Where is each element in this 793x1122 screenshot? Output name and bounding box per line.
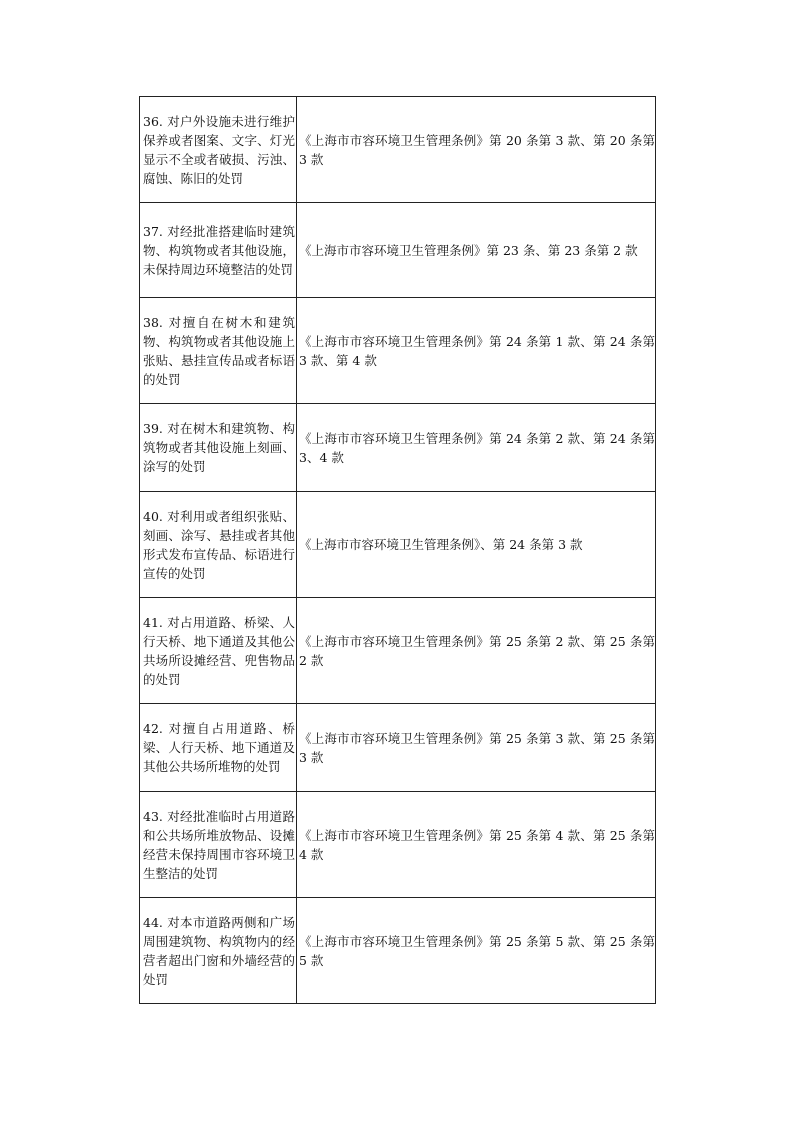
item-number: 42. xyxy=(143,721,163,736)
item-text: 对擅自在树木和建筑物、构筑物或者其他设施上张贴、悬挂宣传品或者标语的处罚 xyxy=(143,314,295,387)
table-row xyxy=(140,898,656,1004)
item-text: 对擅自占用道路、桥梁、人行天桥、地下通道及其他公共场所堆物的处罚 xyxy=(143,721,295,774)
item-text: 对户外设施未进行维护保养或者图案、文字、灯光显示不全或者破损、污浊、腐蚀、陈旧的处罚 xyxy=(143,113,295,186)
law-cell xyxy=(297,598,656,704)
table-row xyxy=(140,404,656,492)
item-text: 对本市道路两侧和广场周围建筑物、构筑物内的经营者超出门窗和外墙经营的处罚 xyxy=(143,914,295,987)
table-row xyxy=(140,598,656,704)
item-cell xyxy=(140,598,297,704)
item-cell xyxy=(140,792,297,898)
item-number: 38. xyxy=(143,314,163,330)
item-number: 36. xyxy=(143,113,163,129)
law-text: 《上海市市容环境卫生管理条例》、第 24 条第 3 款 xyxy=(299,537,583,552)
item-cell xyxy=(140,704,297,792)
table-row xyxy=(140,298,656,404)
item-cell xyxy=(140,298,297,404)
item-number: 43. xyxy=(143,808,163,824)
law-cell xyxy=(297,298,656,404)
item-number: 41. xyxy=(143,614,163,630)
item-text: 对在树木和建筑物、构筑物或者其他设施上刻画、涂写的处罚 xyxy=(143,421,295,474)
law-text: 《上海市市容环境卫生管理条例》第 24 条第 1 款、第 24 条第 3 款、第 4 款 xyxy=(299,333,655,368)
table-row xyxy=(140,704,656,792)
item-cell xyxy=(140,492,297,598)
item-cell xyxy=(140,203,297,298)
law-text: 《上海市市容环境卫生管理条例》第 25 条第 2 款、第 25 条第 2 款 xyxy=(299,633,655,668)
item-number: 40. xyxy=(143,508,163,524)
item-text: 对利用或者组织张贴、刻画、涂写、悬挂或者其他形式发布宣传品、标语进行宣传的处罚 xyxy=(143,508,295,581)
item-cell xyxy=(140,404,297,492)
law-text: 《上海市市容环境卫生管理条例》第 24 条第 2 款、第 24 条第 3、4 款 xyxy=(299,430,655,465)
table-row xyxy=(140,492,656,598)
law-cell xyxy=(297,492,656,598)
item-number: 44. xyxy=(143,914,163,930)
law-cell xyxy=(297,203,656,298)
law-cell xyxy=(297,898,656,1004)
law-text: 《上海市市容环境卫生管理条例》第 25 条第 3 款、第 25 条第 3 款 xyxy=(299,730,655,765)
item-text: 对经批准搭建临时建筑物、构筑物或者其他设施，未保持周边环境整洁的处罚 xyxy=(143,223,295,277)
penalty-table xyxy=(139,96,656,1004)
law-cell xyxy=(297,404,656,492)
item-text: 对占用道路、桥梁、人行天桥、地下通道及其他公共场所设摊经营、兜售物品的处罚 xyxy=(143,614,295,687)
law-text: 《上海市市容环境卫生管理条例》第 25 条第 4 款、第 25 条第 4 款 xyxy=(299,827,655,862)
item-cell xyxy=(140,97,297,203)
table-row xyxy=(140,792,656,898)
law-text: 《上海市市容环境卫生管理条例》第 20 条第 3 款、第 20 条第 3 款 xyxy=(299,132,655,167)
law-cell xyxy=(297,792,656,898)
item-number: 37. xyxy=(143,223,163,239)
item-text: 对经批准临时占用道路和公共场所堆放物品、设摊经营未保持周围市容环境卫生整洁的处罚 xyxy=(143,808,295,881)
law-cell xyxy=(297,704,656,792)
table-row xyxy=(140,203,656,298)
law-text: 《上海市市容环境卫生管理条例》第 25 条第 5 款、第 25 条第 5 款 xyxy=(299,933,655,968)
item-cell xyxy=(140,898,297,1004)
law-text: 《上海市市容环境卫生管理条例》第 23 条、第 23 条第 2 款 xyxy=(299,242,638,258)
table-row xyxy=(140,97,656,203)
item-number: 39. xyxy=(143,421,163,436)
law-cell xyxy=(297,97,656,203)
